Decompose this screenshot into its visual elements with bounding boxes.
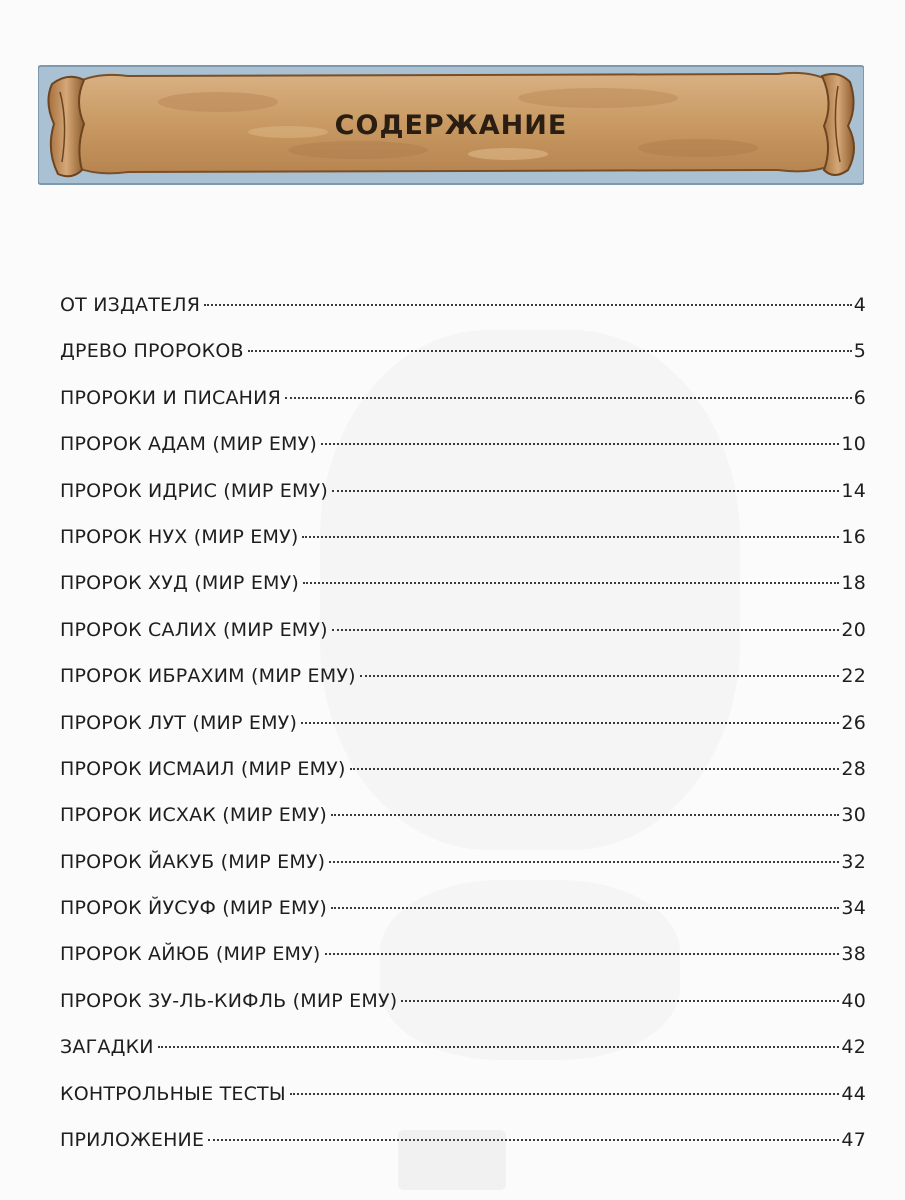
toc-entry-title: ПРОРОК ЙУСУФ (МИР ЕМУ) — [60, 897, 327, 920]
dot-leader — [331, 812, 839, 816]
toc-entry — [60, 560, 866, 606]
toc-entry-page-number: 16 — [841, 525, 866, 548]
toc-entry-title: КОНТРОЛЬНЫЕ ТЕСТЫ — [60, 1082, 286, 1105]
dot-leader — [285, 395, 852, 399]
dot-leader — [158, 1044, 840, 1048]
toc-entry-page-number: 34 — [841, 897, 866, 920]
dot-leader — [332, 488, 839, 492]
page-title: СОДЕРЖАНИЕ — [334, 109, 568, 141]
toc-entry-title: ПРОРОК САЛИХ (МИР ЕМУ) — [60, 618, 328, 641]
toc-entry-title: ПРОРОКИ И ПИСАНИЯ — [60, 386, 281, 409]
toc-entry-title: ПРОРОК ИСМАИЛ (МИР ЕМУ) — [60, 757, 346, 780]
toc-entry-page-number: 14 — [841, 479, 866, 502]
toc-entry — [60, 607, 866, 653]
dot-leader — [204, 302, 852, 306]
toc-entry-title: ПРОРОК ХУД (МИР ЕМУ) — [60, 572, 300, 595]
dot-leader — [303, 580, 839, 584]
dot-leader — [302, 534, 839, 538]
toc-entry-page-number: 4 — [853, 294, 866, 316]
toc-entry-page-number: 42 — [841, 1036, 866, 1059]
toc-entry-page-number: 44 — [841, 1082, 866, 1105]
toc-entry-title: ПРОРОК АДАМ (МИР ЕМУ) — [60, 433, 318, 456]
toc-entry — [60, 746, 866, 792]
toc-entry-title: ПРОРОК ИСХАК (МИР ЕМУ) — [60, 804, 327, 827]
toc-entry-page-number: 32 — [841, 850, 866, 873]
toc-entry-title: ПРОРОК ИДРИС (МИР ЕМУ) — [60, 479, 328, 502]
toc-entry — [60, 792, 866, 838]
toc-entry-page-number: 10 — [841, 433, 866, 456]
toc-entry-page-number: 26 — [841, 711, 866, 734]
toc-entry-page-number: 5 — [853, 340, 866, 363]
toc-entry — [60, 700, 866, 746]
toc-entry-page-number: 38 — [841, 943, 866, 966]
dot-leader — [360, 673, 840, 677]
dot-leader — [208, 1137, 839, 1141]
toc-entry-title: ПРОРОК ЙАКУБ (МИР ЕМУ) — [60, 850, 326, 873]
toc-entry — [60, 885, 866, 931]
toc-entry-title: ПРОРОК ИБРАХИМ (МИР ЕМУ) — [60, 665, 356, 688]
dot-leader — [329, 859, 839, 863]
toc-entry-page-number: 40 — [841, 989, 866, 1012]
show-through-mark — [398, 1130, 506, 1190]
toc-entry — [60, 328, 866, 374]
toc-entry-title: ПРОРОК АЙЮБ (МИР ЕМУ) — [60, 943, 321, 966]
toc-entry — [60, 514, 866, 560]
toc-entry-page-number: 18 — [841, 572, 866, 595]
dot-leader — [325, 951, 840, 955]
toc-entry-page-number: 30 — [841, 804, 866, 827]
dot-leader — [290, 1091, 840, 1095]
toc-entry-page-number: 20 — [841, 618, 866, 641]
dot-leader — [350, 766, 840, 770]
toc-entry — [60, 653, 866, 699]
toc-entry-title: ДРЕВО ПРОРОКОВ — [60, 340, 244, 363]
toc-entry — [60, 931, 866, 977]
toc-entry-title: ЗАГАДКИ — [60, 1036, 154, 1059]
toc-entry-page-number: 28 — [841, 757, 866, 780]
toc-entry — [60, 282, 866, 328]
toc-entry — [60, 375, 866, 421]
toc-entry-title: ПРОРОК ЗУ-ЛЬ-КИФЛЬ (МИР ЕМУ) — [60, 989, 398, 1012]
dot-leader — [401, 998, 839, 1002]
toc-entry-title: ОТ ИЗДАТЕЛЯ — [60, 294, 201, 316]
table-of-contents — [60, 282, 866, 1163]
toc-entry-title: ПРОРОК ЛУТ (МИР ЕМУ) — [60, 711, 298, 734]
toc-entry — [60, 978, 866, 1024]
toc-entry — [60, 1071, 866, 1117]
toc-entry — [60, 421, 866, 467]
dot-leader — [331, 905, 839, 909]
title-scroll-banner — [38, 62, 864, 186]
toc-entry-title: ПРИЛОЖЕНИЕ — [60, 1129, 205, 1152]
dot-leader — [332, 627, 840, 631]
toc-entry-title: ПРОРОК НУХ (МИР ЕМУ) — [60, 525, 299, 548]
toc-entry — [60, 1024, 866, 1070]
dot-leader — [248, 348, 852, 352]
dot-leader — [321, 441, 839, 445]
dot-leader — [301, 720, 839, 724]
toc-entry — [60, 468, 866, 514]
toc-entry-page-number: 47 — [841, 1129, 866, 1152]
toc-entry — [60, 839, 866, 885]
toc-entry-page-number: 22 — [841, 665, 866, 688]
toc-entry-page-number: 6 — [853, 386, 866, 409]
